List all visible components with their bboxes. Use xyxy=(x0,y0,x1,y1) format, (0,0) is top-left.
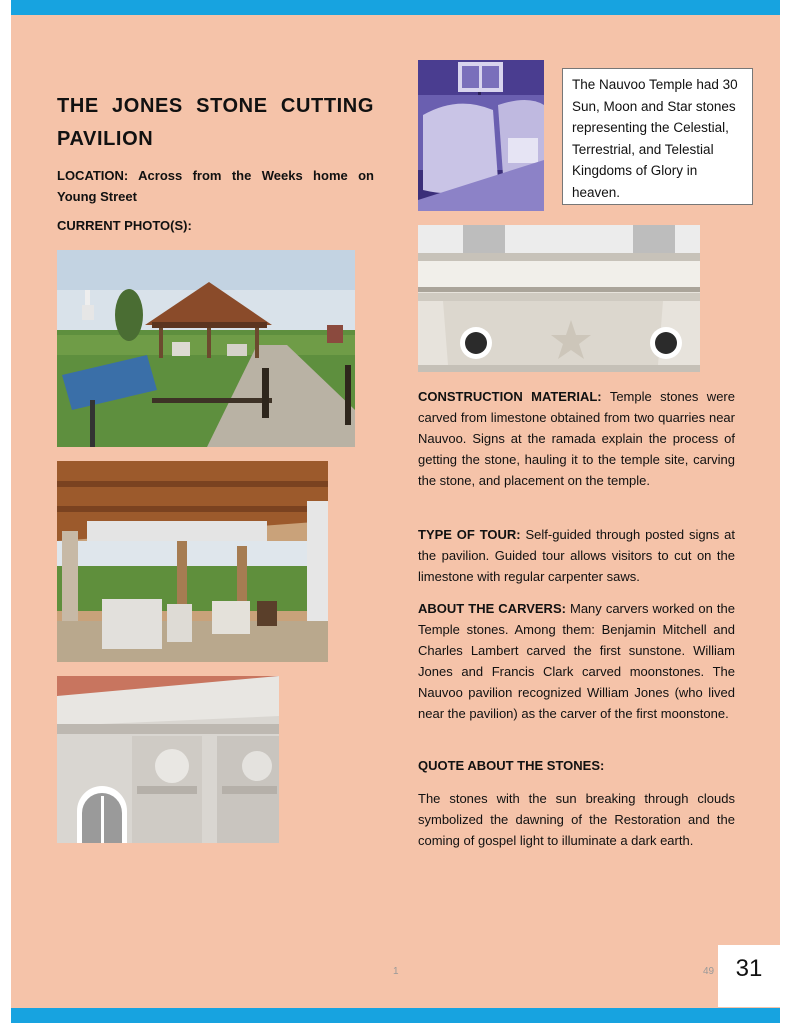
page-number: 31 xyxy=(735,955,763,982)
photo-moonstone-capital xyxy=(57,676,279,843)
photo-pavilion-interior xyxy=(57,461,328,662)
footer-left-number: 1 xyxy=(393,966,399,977)
construction-material-text: Temple stones were carved from limestone obtained from two quarries near Nauvoo. Signs at the ramada explain the process of getting the stone, hauling it to the temple site, carving the stone, and placement on the temple. xyxy=(418,389,735,488)
location-text: LOCATION: Across from the Weeks home on Young Street xyxy=(57,168,374,204)
type-of-tour-text: Self-guided through posted signs at the pavilion. Guided tour allows visitors to cut on the limestone with regular carpenter saws. xyxy=(418,527,735,584)
quote-heading: QUOTE ABOUT THE STONES: xyxy=(418,758,605,773)
top-accent-bar xyxy=(11,0,780,15)
about-carvers-label: ABOUT THE CARVERS: xyxy=(418,601,566,616)
about-carvers-paragraph xyxy=(418,598,735,724)
photo-temple-star-windows xyxy=(418,225,700,372)
photo-pavilion-exterior xyxy=(57,250,355,447)
page-title: THE JONES STONE CUTTING PAVILION xyxy=(57,95,374,150)
current-photos-heading: CURRENT PHOTO(S): xyxy=(57,218,192,233)
page-number-box xyxy=(718,945,780,1007)
type-of-tour-label: TYPE OF TOUR: xyxy=(418,527,521,542)
about-carvers-text: Many carvers worked on the Temple stones. Among them: Benjamin Mitchell and Charles Lambert carved the first sunstone. William Jones and Francis Clark carved moonstones. The Nauvoo pavilion recognized William Jones (who lived near the pavilion) as the carver of the first moonstone. xyxy=(418,601,735,721)
photo-sunstone-display xyxy=(418,60,544,211)
footer-right-number: 49 xyxy=(703,966,715,977)
quote-text: The stones with the sun breaking through clouds symbolized the dawning of the Restoration and the coming of gospel light to illuminate a dark earth. xyxy=(418,791,735,848)
construction-material-label: CONSTRUCTION MATERIAL: xyxy=(418,389,602,404)
temple-stones-caption: The Nauvoo Temple had 30 Sun, Moon and Star stones representing the Celestial, Terrestrial, and Telestial Kingdoms of Glory in heaven. xyxy=(562,68,753,205)
construction-material-paragraph xyxy=(418,386,735,491)
type-of-tour-paragraph xyxy=(418,524,735,587)
bottom-accent-bar xyxy=(11,1008,780,1023)
